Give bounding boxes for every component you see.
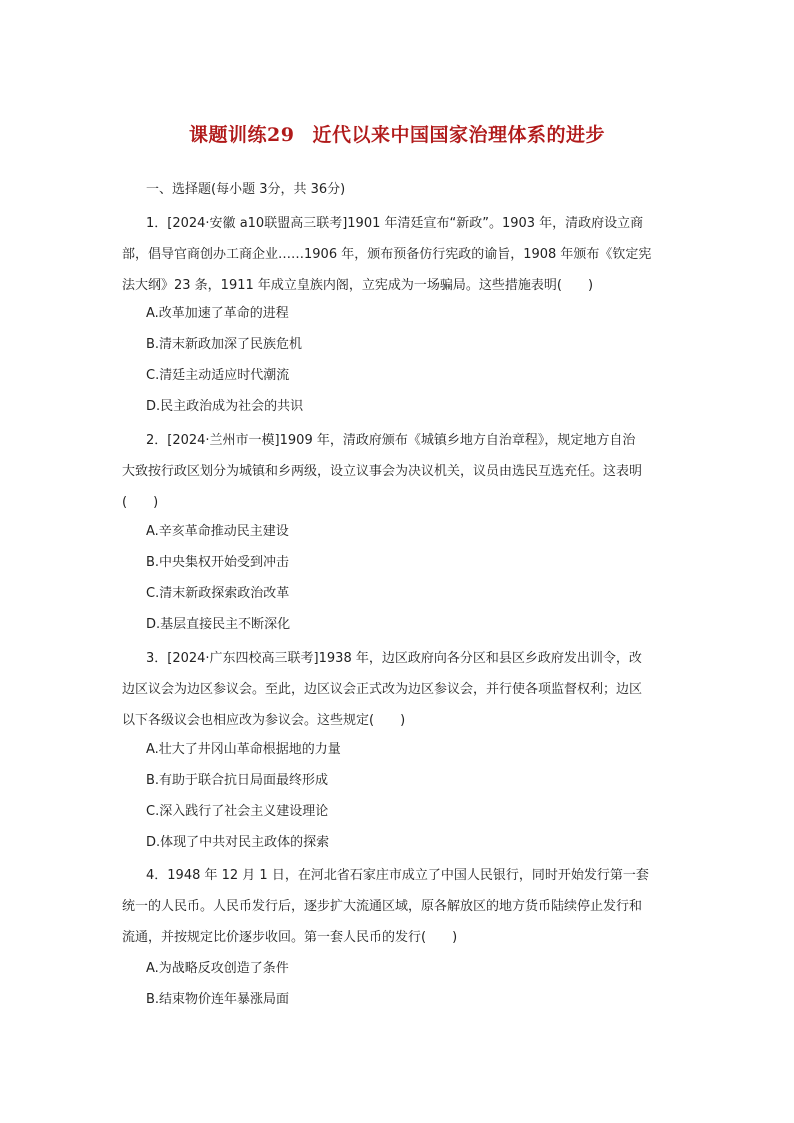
question-line: 3．[2024·广东四校高三联考]1938 年，边区政府向各分区和县区乡政府发出训令，改 [146, 651, 642, 666]
option-b: B.结束物价连年暴涨局面 [146, 992, 290, 1007]
option-a: A.为战略反攻创造了条件 [146, 961, 289, 976]
option-b: B.清末新政加深了民族危机 [146, 337, 303, 352]
question-line: 2．[2024·兰州市一模]1909 年，清政府颁布《城镇乡地方自治章程》，规定地方自治 [146, 433, 636, 448]
question-line: 部，倡导官商创办工商企业……1906 年，颁布预备仿行宪政的谕旨，1908 年颁布《钦定宪 [122, 247, 652, 262]
title-lesson: 课题训练29 [189, 124, 295, 146]
option-d: D.民主政治成为社会的共识 [146, 399, 304, 414]
question-line: 统一的人民币。人民币发行后，逐步扩大流通区域，原各解放区的地方货币陆续停止发行和 [122, 899, 643, 914]
question-line: 4．1948 年 12 月 1 日，在河北省石家庄市成立了中国人民银行，同时开始发行第一套 [146, 868, 649, 883]
section-heading: 一、选择题(每小题 3分，共 36分) [146, 182, 346, 197]
option-d: D.体现了中共对民主政体的探索 [146, 835, 330, 850]
option-d: D.基层直接民主不断深化 [146, 617, 291, 632]
question-line: 以下各级议会也相应改为参议会。这些规定( ) [122, 713, 406, 728]
option-a: A.辛亥革命推动民主建设 [146, 524, 289, 539]
option-c: C.清廷主动适应时代潮流 [146, 368, 290, 383]
option-b: B.中央集权开始受到冲击 [146, 555, 290, 570]
title-topic: 近代以来中国国家治理体系的进步 [312, 124, 605, 146]
question-line: 1．[2024·安徽 a10联盟高三联考]1901 年清廷宣布“新政”。1903 年，清政府设立商 [146, 216, 644, 231]
question-line: 边区议会为边区参议会。至此，边区议会正式改为边区参议会，并行使各项监督权利；边区 [122, 682, 643, 697]
question-line: 法大纲》23 条，1911 年成立皇族内阁，立宪成为一场骗局。这些措施表明( ) [122, 278, 594, 293]
question-line: ( ) [122, 495, 159, 510]
option-b: B.有助于联合抗日局面最终形成 [146, 773, 329, 788]
option-c: C.清末新政探索政治改革 [146, 586, 290, 601]
question-1 [122, 208, 674, 301]
question-3 [122, 643, 674, 736]
question-line: 流通，并按规定比价逐步收回。第一套人民币的发行( ) [122, 930, 458, 945]
question-line: 大致按行政区划分为城镇和乡两级，设立议事会为决议机关，议员由选民互选充任。这表明 [122, 464, 643, 479]
question-2 [122, 425, 674, 518]
page-title [0, 120, 794, 147]
option-a: A.壮大了井冈山革命根据地的力量 [146, 742, 341, 757]
question-4 [122, 860, 674, 953]
option-c: C.深入践行了社会主义建设理论 [146, 804, 329, 819]
option-a: A.改革加速了革命的进程 [146, 306, 289, 321]
